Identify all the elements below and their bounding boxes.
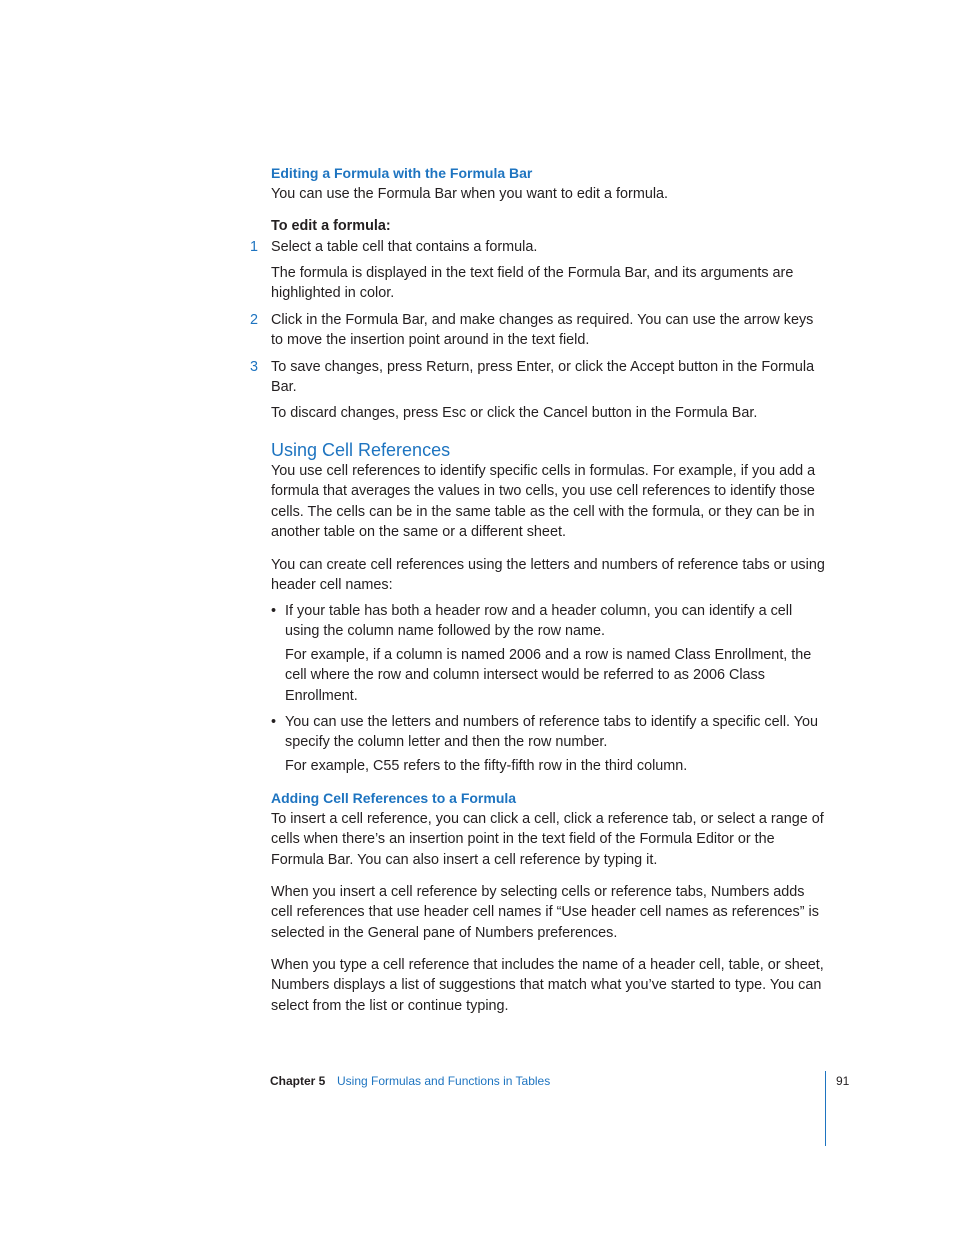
bullet-example-2: For example, C55 refers to the fifty-fifth row in the third column. <box>285 758 688 774</box>
cell-references-para-2: You can create cell references using the letters and numbers of reference tabs or using header cell names: <box>271 557 825 594</box>
task-label: To edit a formula: <box>271 218 391 234</box>
bullet-marker: • <box>271 714 277 730</box>
section-heading-adding-references: Adding Cell References to a Formula <box>271 790 517 806</box>
bullet-example-1: For example, if a column is named 2006 and a row is named Class Enrollment, the cell where the row and column intersect would be referred to as 2006 Class Enrollment. <box>285 647 812 704</box>
bullet-text-2: You can use the letters and numbers of reference tabs to identify a specific cell. You specify the column letter and then the row number. <box>285 714 819 751</box>
page-number: 91 <box>836 1074 850 1088</box>
footer-chapter-label: Chapter 5 <box>270 1074 326 1088</box>
step-note-3: To discard changes, press Esc or click the Cancel button in the Formula Bar. <box>271 405 758 421</box>
step-text-3: To save changes, press Return, press Enter, or click the Accept button in the Formula Bar. <box>271 359 815 396</box>
step-text-2: Click in the Formula Bar, and make changes as required. You can use the arrow keys to move the insertion point around in the text field. <box>271 312 814 349</box>
adding-references-para-1: To insert a cell reference, you can click a cell, click a reference tab, or select a range of cells when there’s an insertion point in the text field of the Formula Editor or the Formula Bar. You can also insert a cell reference by typing it. <box>271 811 824 868</box>
cell-references-para-1: You use cell references to identify specific cells in formulas. For example, if you add a formula that averages the values in two cells, you use cell references to identify those cells. The cells can be in the same table as the cell with the formula, or they can be in another table on the same or a different sheet. <box>271 463 816 541</box>
bullet-marker: • <box>271 603 277 619</box>
step-number-1: 1 <box>250 239 259 255</box>
adding-references-para-2: When you insert a cell reference by selecting cells or reference tabs, Numbers adds cell references that use header cell names if “Use header cell names as references” is selected in the General pane of Numbers preferences. <box>271 884 819 941</box>
section-intro: You can use the Formula Bar when you want to edit a formula. <box>271 186 669 202</box>
step-note-1: The formula is displayed in the text field of the Formula Bar, and its arguments are highlighted in color. <box>271 265 794 302</box>
adding-references-para-3: When you type a cell reference that includes the name of a header cell, table, or sheet, Numbers displays a list of suggestions that match what you’ve started to type. You can select from the list or continue typing. <box>271 957 824 1014</box>
section-heading-editing-formula: Editing a Formula with the Formula Bar <box>271 165 533 181</box>
footer-chapter-title: Using Formulas and Functions in Tables <box>337 1074 551 1088</box>
step-number-3: 3 <box>250 359 259 375</box>
footer-divider <box>825 1071 826 1146</box>
bullet-text-1: If your table has both a header row and a header column, you can identify a cell using the column name followed by the row name. <box>285 603 793 640</box>
step-number-2: 2 <box>250 312 259 328</box>
step-text-1: Select a table cell that contains a formula. <box>271 239 538 255</box>
section-heading-cell-references: Using Cell References <box>271 440 451 460</box>
